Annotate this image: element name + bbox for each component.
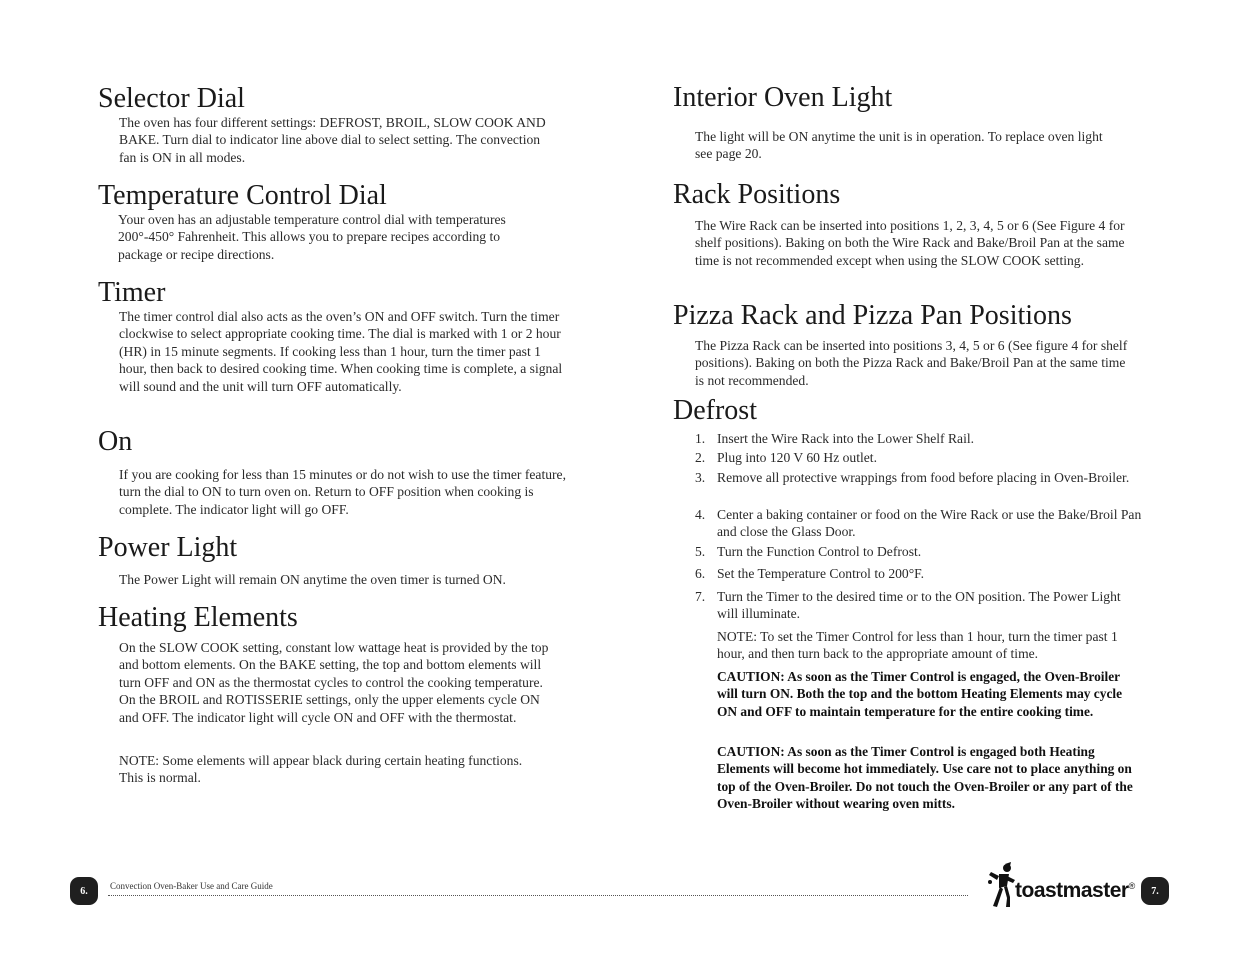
toastmaster-mascot-icon [985, 862, 1017, 910]
selector-dial-heading: Selector Dial [98, 83, 245, 114]
step-number: 4. [695, 507, 706, 522]
power-light-text: The Power Light will remain ON anytime the oven timer is turned ON. [119, 572, 506, 587]
step-number: 1. [695, 431, 706, 446]
defrost-note: NOTE: To set the Timer Control for less than 1 hour, turn the timer past 1 hour, and then turn back to the appropriate amount of time. [717, 629, 1118, 662]
brand-name [1015, 879, 1135, 903]
interior-oven-light-text: The light will be ON anytime the unit is in operation. To replace oven light see page 20. [695, 129, 1103, 162]
timer-heading: Timer [98, 277, 166, 308]
step-text: Plug into 120 V 60 Hz outlet. [717, 450, 877, 465]
brand-wordmark: toastmaster [1015, 879, 1129, 902]
rack-positions-heading: Rack Positions [673, 179, 841, 210]
step-text: Center a baking container or food on the Wire Rack or use the Bake/Broil Pan and close the Glass Door. [717, 507, 1142, 540]
defrost-caution-1: CAUTION: As soon as the Timer Control is engaged, the Oven-Broiler will turn ON. Both the top and the bottom Heating Elements may cycle ON and OFF to maintain temperature for the entire cooking time. [717, 669, 1123, 719]
timer-text: The timer control dial also acts as the oven’s ON and OFF switch. Turn the timer clockwise to select appropriate cooking time. The dial is marked with 1 or 2 hour (HR) in 15 minute segments. If cooking less than 1 hour, turn the timer past 1 hour, then back to desired cooking time. When cooking time is complete, a signal will sound and the unit will turn OFF automatically. [119, 309, 563, 394]
right-page-number-text: 7. [1151, 885, 1159, 897]
heating-elements-note: NOTE: Some elements will appear black during certain heating functions. This is normal. [119, 753, 523, 786]
power-light-heading: Power Light [98, 532, 238, 563]
defrost-caution-2: CAUTION: As soon as the Timer Control is engaged both Heating Elements will become hot immediately. Use care not to place anything on top of the Oven-Broiler. Do not touch the Oven-Broiler or any part of the Oven-Broiler without wearing oven mitts. [717, 744, 1133, 812]
on-text: If you are cooking for less than 15 minutes or do not wish to use the timer feature, turn the dial to ON to turn oven on. Return to OFF position when cooking is complete. The indicator light will go OFF. [119, 467, 566, 517]
step-text: Turn the Timer to the desired time or to the ON position. The Power Light will illuminate. [717, 589, 1121, 622]
step-text: Insert the Wire Rack into the Lower Shelf Rail. [717, 431, 975, 446]
heating-elements-heading: Heating Elements [98, 602, 298, 633]
step-text: Turn the Function Control to Defrost. [717, 544, 922, 559]
step-number: 2. [695, 450, 706, 465]
right-page-number [1141, 877, 1169, 905]
step-number: 3. [695, 470, 706, 485]
step-number: 7. [695, 589, 706, 604]
step-text: Set the Temperature Control to 200°F. [717, 566, 925, 581]
footer-divider [108, 895, 968, 896]
defrost-heading: Defrost [673, 395, 757, 426]
step-number: 5. [695, 544, 706, 559]
step-number: 6. [695, 566, 706, 581]
heating-elements-text: On the SLOW COOK setting, constant low wattage heat is provided by the top and bottom elements. On the BAKE setting, the top and bottom elements will turn OFF and ON as the thermostat cycles to control the cooking temperature. On the BROIL and ROTISSERIE settings, only the upper elements cycle ON and OFF. The indicator light will cycle ON and OFF with the thermostat. [119, 640, 549, 725]
temperature-control-dial-text: Your oven has an adjustable temperature control dial with temperatures 200°-450° Fahrenheit. This allows you to prepare recipes according to package or recipe directions. [118, 212, 506, 262]
toastmaster-logo [985, 862, 1135, 910]
registered-mark: ® [1128, 881, 1135, 891]
pizza-rack-text: The Pizza Rack can be inserted into positions 3, 4, 5 or 6 (See figure 4 for shelf positions). Baking on both the Pizza Rack and Bake/Broil Pan at the same time is not recommended. [695, 338, 1128, 388]
guide-title: Convection Oven-Baker Use and Care Guide [110, 881, 273, 891]
left-page-number-text: 6. [80, 885, 88, 897]
temperature-control-dial-heading: Temperature Control Dial [98, 180, 387, 211]
rack-positions-text: The Wire Rack can be inserted into positions 1, 2, 3, 4, 5 or 6 (See Figure 4 for shelf positions). Baking on both the Wire Rack and Bake/Broil Pan at the same time is not recommended except when using the SLOW COOK setting. [695, 218, 1125, 268]
pizza-rack-heading: Pizza Rack and Pizza Pan Positions [673, 300, 1072, 331]
left-page-number [70, 877, 98, 905]
interior-oven-light-heading: Interior Oven Light [673, 82, 893, 113]
on-heading: On [98, 426, 133, 457]
selector-dial-text: The oven has four different settings: DEFROST, BROIL, SLOW COOK AND BAKE. Turn dial to indicator line above dial to select setting. The convection fan is ON in all modes. [119, 115, 546, 165]
step-text: Remove all protective wrappings from food before placing in Oven-Broiler. [717, 470, 1130, 485]
